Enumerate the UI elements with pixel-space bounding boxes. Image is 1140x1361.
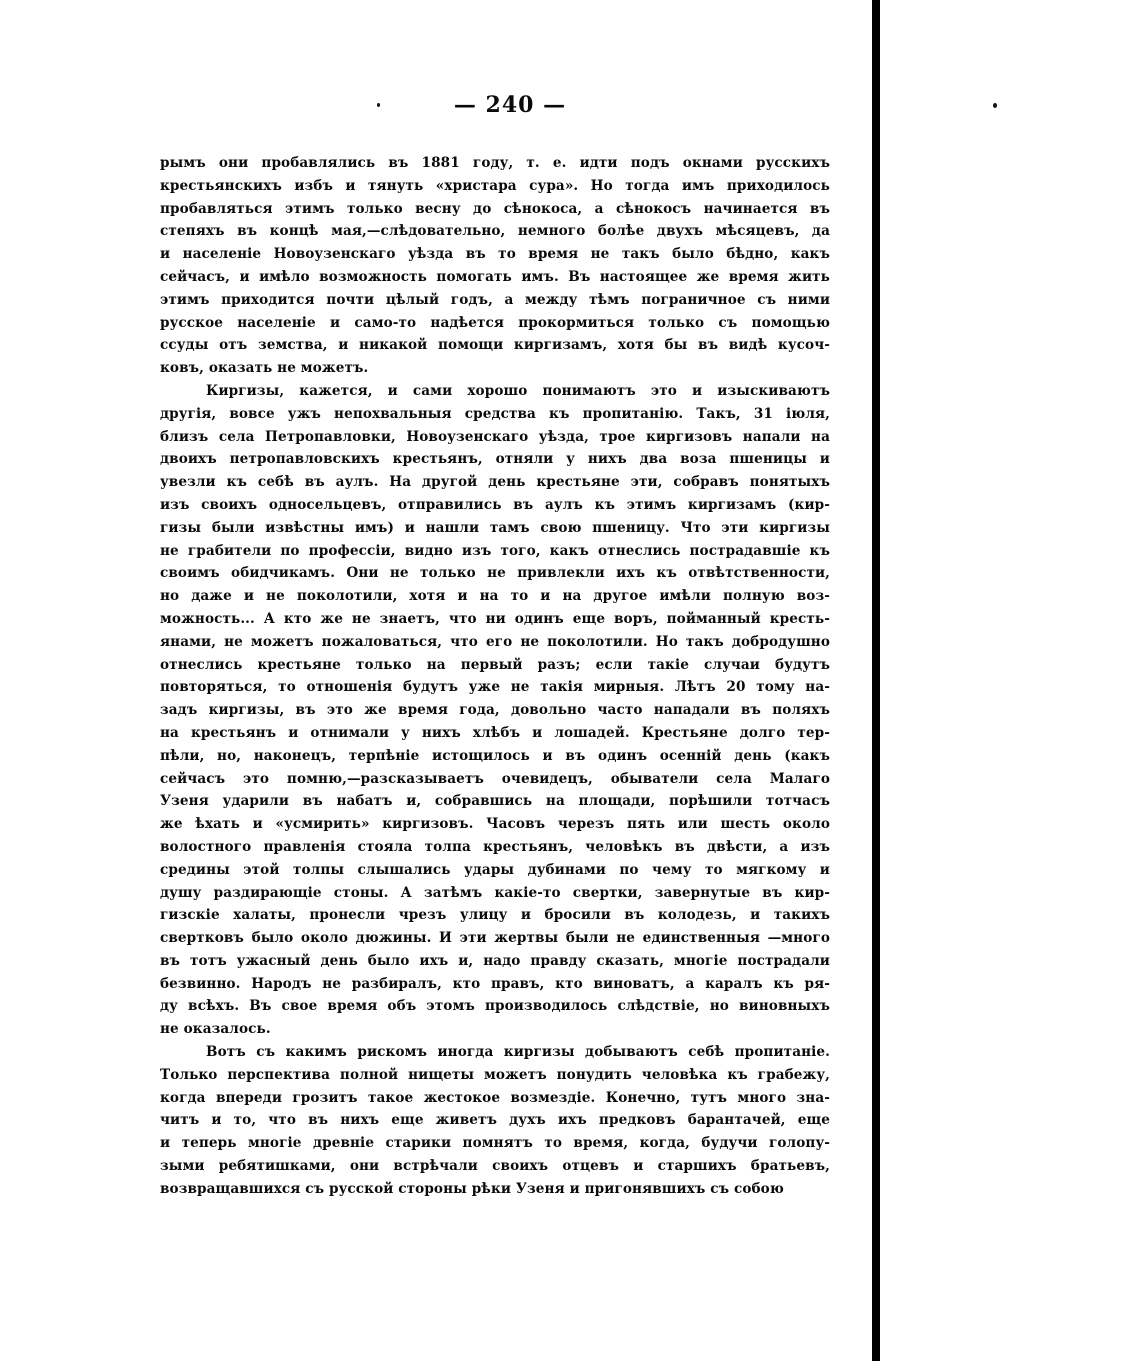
text-line: средины этой толпы слышались удары дубинами по чему то мягкому и	[160, 861, 830, 878]
text-line: безвинно. Народъ не разбиралъ, кто правъ, кто виноватъ, а каралъ къ ря-	[160, 975, 830, 992]
text-line: ковъ, оказать не можетъ.	[160, 360, 369, 377]
text-line: сейчасъ это помню,—разсказываетъ очевидецъ, обыватели села Малаго	[160, 770, 830, 787]
text-line: въ тотъ ужасный день было ихъ и, надо правду сказать, многіе пострадали	[160, 952, 830, 969]
text-line: рымъ они пробавлялись въ 1881 году, т. е. идти подъ окнами русскихъ	[160, 155, 830, 171]
text-line: душу раздирающіе стоны. А затѣмъ какіе-то свертки, завернутые въ кир-	[160, 884, 830, 901]
text-line: возвращавшихся съ русской стороны рѣки Узеня и пригонявшихъ съ собою	[160, 1180, 784, 1197]
paragraph	[160, 152, 830, 380]
text-line: этимъ приходится почти цѣлый годъ, а между тѣмъ пограничное съ ними	[160, 291, 830, 308]
text-line: ду всѣхъ. Въ свое время объ этомъ производилось слѣдствіе, но виновныхъ	[160, 998, 830, 1015]
text-line: задъ киргизы, въ это же время года, довольно часто нападали въ поляхъ	[160, 702, 830, 719]
text-line: пробавляться этимъ только весну до сѣнокоса, а сѣнокосъ начинается въ	[160, 200, 830, 217]
text-line: Вотъ съ какимъ рискомъ иногда киргизы добываютъ себѣ пропитаніе.	[206, 1044, 830, 1061]
ink-speck	[377, 103, 380, 107]
text-line: не оказалось.	[160, 1021, 271, 1038]
text-line: янами, не можетъ пожаловаться, что его не поколотили. Но такъ добродушно	[160, 633, 830, 650]
text-line: свертковъ было около дюжины. И эти жертвы были не единственныя —много	[160, 930, 830, 947]
page-number: — 240 —	[453, 92, 567, 118]
text-line: читъ и то, что въ нихъ еще живетъ духъ ихъ предковъ барантачей, еще	[160, 1112, 830, 1129]
text-line: Узеня ударили въ набатъ и, собравшись на площади, порѣшили тотчасъ	[160, 793, 830, 810]
text-line: гизы были извѣстны имъ) и нашли тамъ свою пшеницу. Что эти киргизы	[160, 519, 830, 536]
text-line: гизскіе халаты, пронесли чрезъ улицу и бросили въ колодезь, и такихъ	[160, 907, 830, 924]
text-line: степяхъ въ концѣ мая,—слѣдовательно, немного болѣе двухъ мѣсяцевъ, да	[160, 223, 830, 240]
body-text	[160, 152, 830, 1201]
text-line: но даже и не поколотили, хотя и на то и на другое имѣли полную воз-	[160, 588, 830, 605]
text-line: когда впереди грозитъ такое жестокое возмездіе. Конечно, тутъ много зна-	[160, 1089, 830, 1106]
text-line: волостного правленія стояла толпа крестьянъ, человѣкъ въ двѣсти, а изъ	[160, 838, 830, 855]
text-line: на крестьянъ и отнимали у нихъ хлѣбъ и лошадей. Крестьяне долго тер-	[160, 724, 830, 741]
text-line: не грабители по профессіи, видно изъ того, какъ отнеслись пострадавшіе къ	[160, 542, 830, 559]
text-line: изъ своихъ односельцевъ, отправились въ аулъ къ этимъ киргизамъ (кир-	[160, 496, 830, 513]
paragraph	[160, 380, 830, 1041]
text-line: пѣли, но, наконецъ, терпѣніе истощилось и въ одинъ осенній день (какъ	[160, 747, 830, 764]
text-line: увезли къ себѣ въ аулъ. На другой день крестьяне эти, собравъ понятыхъ	[160, 474, 830, 491]
scan-edge-bar	[872, 0, 880, 1361]
text-line: и населеніе Новоузенскаго уѣзда въ то время не такъ было бѣдно, какъ	[160, 246, 830, 263]
text-line: повторяться, то отношенія будутъ уже не такія мирныя. Лѣтъ 20 тому на-	[160, 679, 830, 696]
text-line: крестьянскихъ избъ и тянуть «христара сура». Но тогда имъ приходилось	[160, 177, 830, 194]
text-line: зыми ребятишками, они встрѣчали своихъ отцевъ и старшихъ братьевъ,	[160, 1158, 830, 1175]
text-line: и теперь многіе древніе старики помнятъ то время, когда, будучи голопу-	[160, 1135, 830, 1152]
text-line: близъ села Петропавловки, Новоузенскаго уѣзда, трое киргизовъ напали на	[160, 428, 830, 445]
paragraph	[160, 1041, 830, 1201]
text-line: можность... А кто же не знаетъ, что ни одинъ еще воръ, пойманный кресть-	[160, 610, 830, 627]
text-line: двоихъ петропавловскихъ крестьянъ, отняли у нихъ два воза пшеницы и	[160, 451, 830, 468]
text-line: ссуды отъ земства, и никакой помощи киргизамъ, хотя бы въ видѣ кусоч-	[160, 337, 830, 354]
text-line: Киргизы, кажется, и сами хорошо понимаютъ это и изыскиваютъ	[206, 382, 830, 399]
text-line: отнеслись крестьяне только на первый разъ; если такіе случаи будутъ	[160, 656, 830, 673]
text-line: другія, вовсе ужъ непохвальныя средства къ пропитанію. Такъ, 31 іюля,	[160, 405, 830, 422]
ink-speck	[993, 103, 997, 108]
text-line: же ѣхать и «усмирить» киргизовъ. Часовъ черезъ пять или шесть около	[160, 816, 830, 833]
text-line: сейчасъ, и имѣло возможность помогать имъ. Въ настоящее же время жить	[160, 268, 830, 285]
text-line: Только перспектива полной нищеты можетъ понудить человѣка къ грабежу,	[160, 1066, 830, 1083]
text-line: русское населеніе и само-то надѣется прокормиться только съ помощью	[160, 314, 830, 331]
text-line: своимъ обидчикамъ. Они не только не привлекли ихъ къ отвѣтственности,	[160, 565, 830, 582]
